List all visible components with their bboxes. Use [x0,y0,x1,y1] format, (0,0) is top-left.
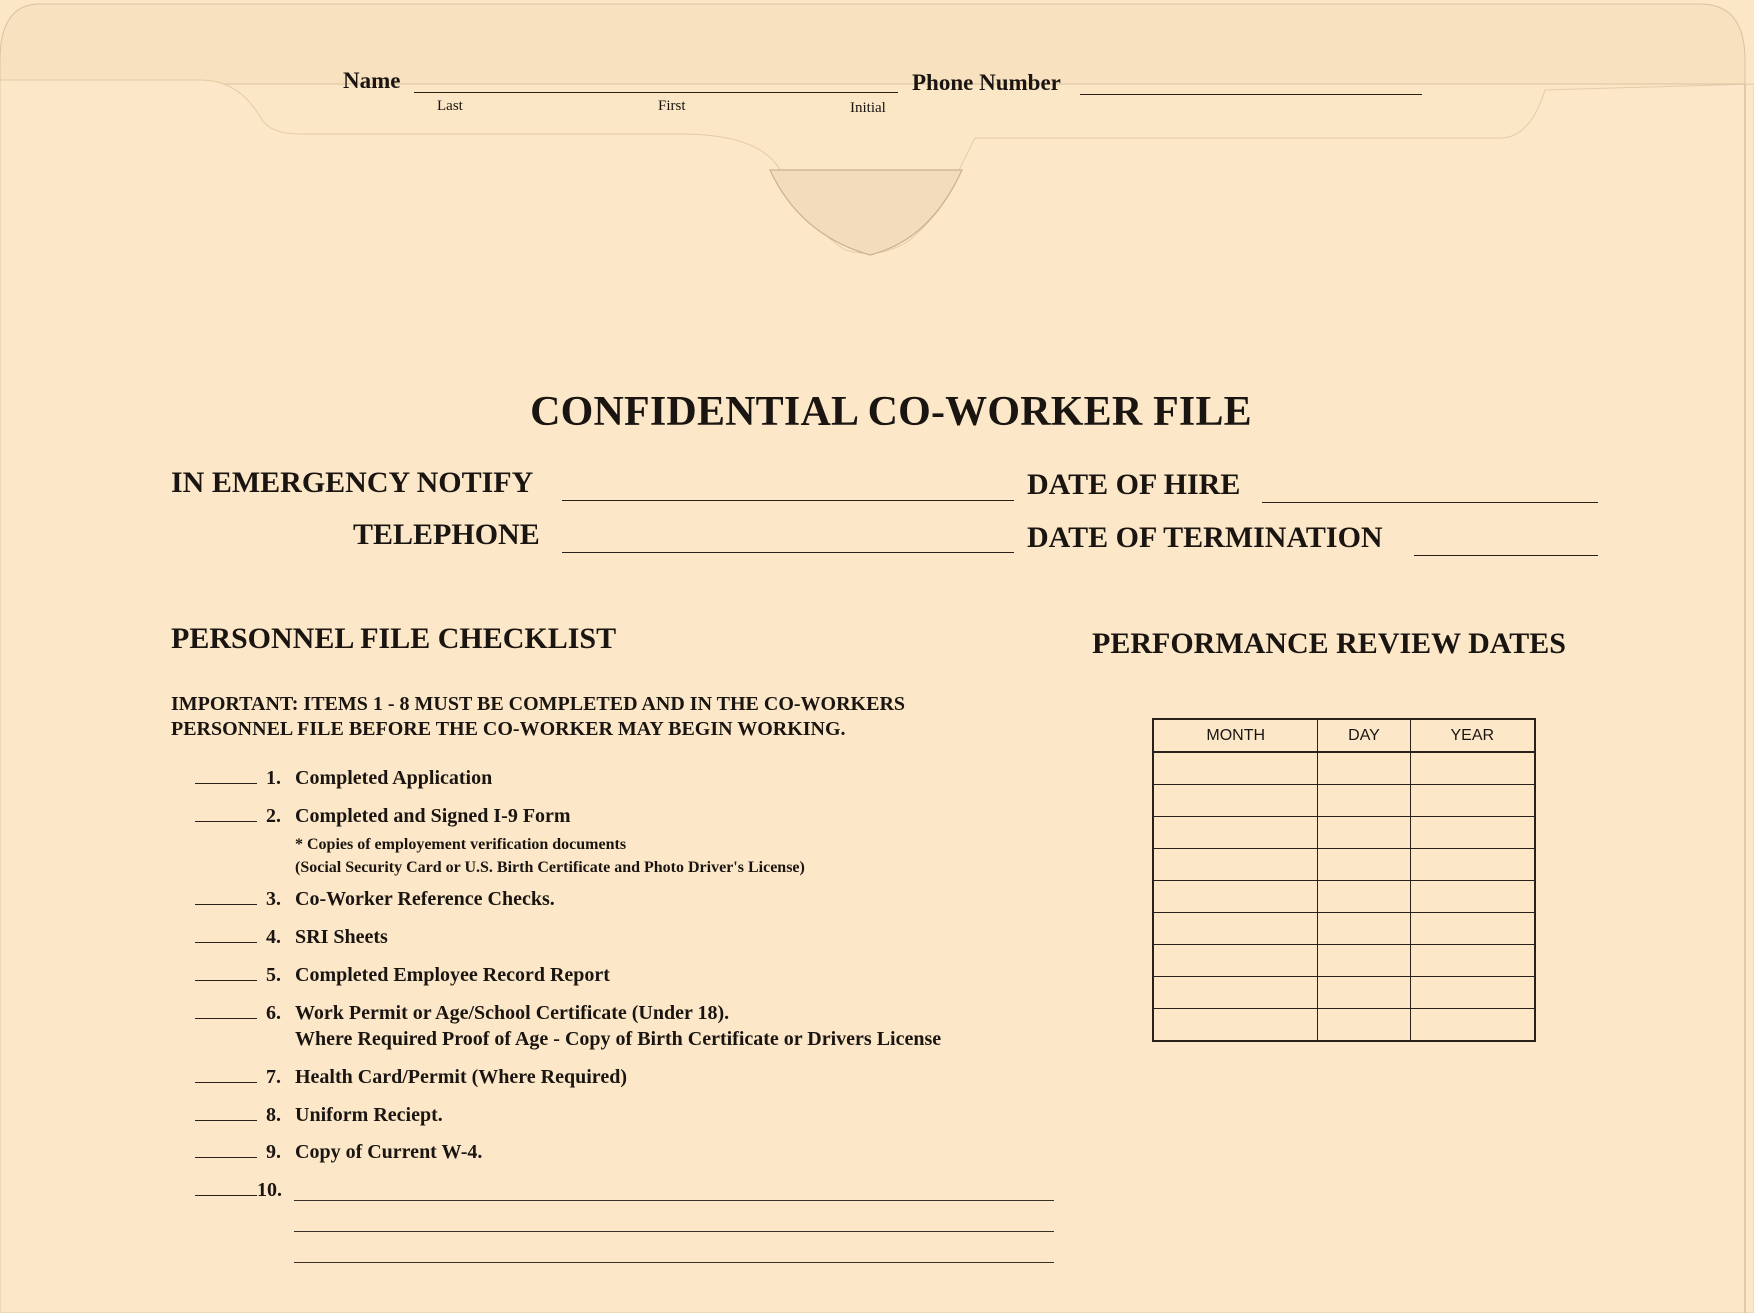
page-title: CONFIDENTIAL CO-WORKER FILE [530,389,1252,435]
column-header-year: YEAR [1410,719,1535,752]
day-cell[interactable] [1318,817,1410,849]
year-cell[interactable] [1410,977,1535,1009]
year-cell[interactable] [1410,945,1535,977]
year-cell[interactable] [1410,913,1535,945]
telephone-field[interactable] [562,552,1014,553]
year-cell[interactable] [1410,881,1535,913]
column-header-day: DAY [1318,719,1410,752]
important-notice [171,692,905,742]
phone-number-field[interactable] [1080,94,1422,95]
checklist-blank-8[interactable] [195,1120,257,1121]
phone-number-label: Phone Number [912,70,1061,95]
checklist-title: PERSONNEL FILE CHECKLIST [171,622,617,655]
checklist-text-1: Completed Application [295,767,493,789]
month-cell[interactable] [1153,945,1318,977]
month-cell[interactable] [1153,785,1318,817]
month-cell[interactable] [1153,977,1318,1009]
table-row [1153,913,1535,945]
item-10-line-2[interactable] [294,1231,1054,1232]
month-cell[interactable] [1153,881,1318,913]
day-cell[interactable] [1318,752,1410,785]
name-label: Name [343,68,401,93]
checklist-num-2: 2. [266,805,281,827]
month-cell[interactable] [1153,849,1318,881]
checklist-num-1: 1. [266,767,281,789]
table-row [1153,945,1535,977]
table-row [1153,849,1535,881]
checklist-blank-7[interactable] [195,1082,257,1083]
checklist-num-4: 4. [266,926,281,948]
column-header-month: MONTH [1153,719,1318,752]
important-line-2: PERSONNEL FILE BEFORE THE CO-WORKER MAY BEGIN WORKING. [171,718,846,740]
table-row [1153,977,1535,1009]
year-cell[interactable] [1410,817,1535,849]
checklist-num-6: 6. [266,1002,281,1024]
year-cell[interactable] [1410,1009,1535,1042]
checklist-blank-9[interactable] [195,1157,257,1158]
telephone-label: TELEPHONE [353,518,540,551]
date-of-termination-field[interactable] [1414,555,1598,556]
checklist-note-2b: (Social Security Card or U.S. Birth Certificate and Photo Driver's License) [295,859,805,876]
checklist-blank-10[interactable] [195,1195,257,1196]
month-cell[interactable] [1153,1009,1318,1042]
date-of-hire-field[interactable] [1262,502,1598,503]
day-cell[interactable] [1318,849,1410,881]
name-field[interactable] [414,92,898,93]
checklist-num-10: 10. [257,1179,282,1201]
review-title: PERFORMANCE REVIEW DATES [1092,627,1566,660]
checklist-num-8: 8. [266,1104,281,1126]
item-10-line-3[interactable] [294,1262,1054,1263]
checklist-num-3: 3. [266,888,281,910]
checklist-text-3: Co-Worker Reference Checks. [295,888,555,910]
checklist-num-7: 7. [266,1066,281,1088]
name-sub-last: Last [437,98,463,114]
year-cell[interactable] [1410,849,1535,881]
checklist-blank-1[interactable] [195,783,257,784]
emergency-notify-label: IN EMERGENCY NOTIFY [171,466,534,499]
checklist-note-2a: * Copies of employement verification documents [295,836,627,853]
table-row [1153,881,1535,913]
day-cell[interactable] [1318,913,1410,945]
item-10-line-1[interactable] [294,1200,1054,1201]
checklist-blank-3[interactable] [195,904,257,905]
checklist-text-7: Health Card/Permit (Where Required) [295,1066,627,1088]
date-of-hire-label: DATE OF HIRE [1027,468,1241,501]
important-line-1: IMPORTANT: ITEMS 1 - 8 MUST BE COMPLETED AND IN THE CO-WORKERS [171,693,906,715]
checklist-num-9: 9. [266,1141,281,1163]
table-row [1153,817,1535,849]
day-cell[interactable] [1318,945,1410,977]
month-cell[interactable] [1153,817,1318,849]
checklist-blank-2[interactable] [195,821,257,822]
checklist-num-5: 5. [266,964,281,986]
table-row [1153,1009,1535,1042]
emergency-notify-field[interactable] [562,500,1014,501]
checklist-text-9: Copy of Current W-4. [295,1141,483,1163]
name-sub-first: First [658,98,686,114]
year-cell[interactable] [1410,785,1535,817]
checklist-text-6: Work Permit or Age/School Certificate (Under 18). [295,1002,730,1024]
name-sub-initial: Initial [850,100,886,116]
checklist-blank-4[interactable] [195,942,257,943]
table-row [1153,752,1535,785]
review-dates-table [1152,718,1536,1042]
checklist-text-5: Completed Employee Record Report [295,964,610,986]
checklist-blank-5[interactable] [195,980,257,981]
day-cell[interactable] [1318,881,1410,913]
date-of-termination-label: DATE OF TERMINATION [1027,521,1383,554]
day-cell[interactable] [1318,977,1410,1009]
table-row [1153,785,1535,817]
day-cell[interactable] [1318,1009,1410,1042]
checklist-text-6b: Where Required Proof of Age - Copy of Birth Certificate or Drivers License [295,1028,942,1050]
checklist-blank-6[interactable] [195,1018,257,1019]
month-cell[interactable] [1153,752,1318,785]
checklist-text-4: SRI Sheets [295,926,388,948]
checklist-text-8: Uniform Reciept. [295,1104,443,1126]
month-cell[interactable] [1153,913,1318,945]
day-cell[interactable] [1318,785,1410,817]
checklist-text-2: Completed and Signed I-9 Form [295,805,571,827]
year-cell[interactable] [1410,752,1535,785]
